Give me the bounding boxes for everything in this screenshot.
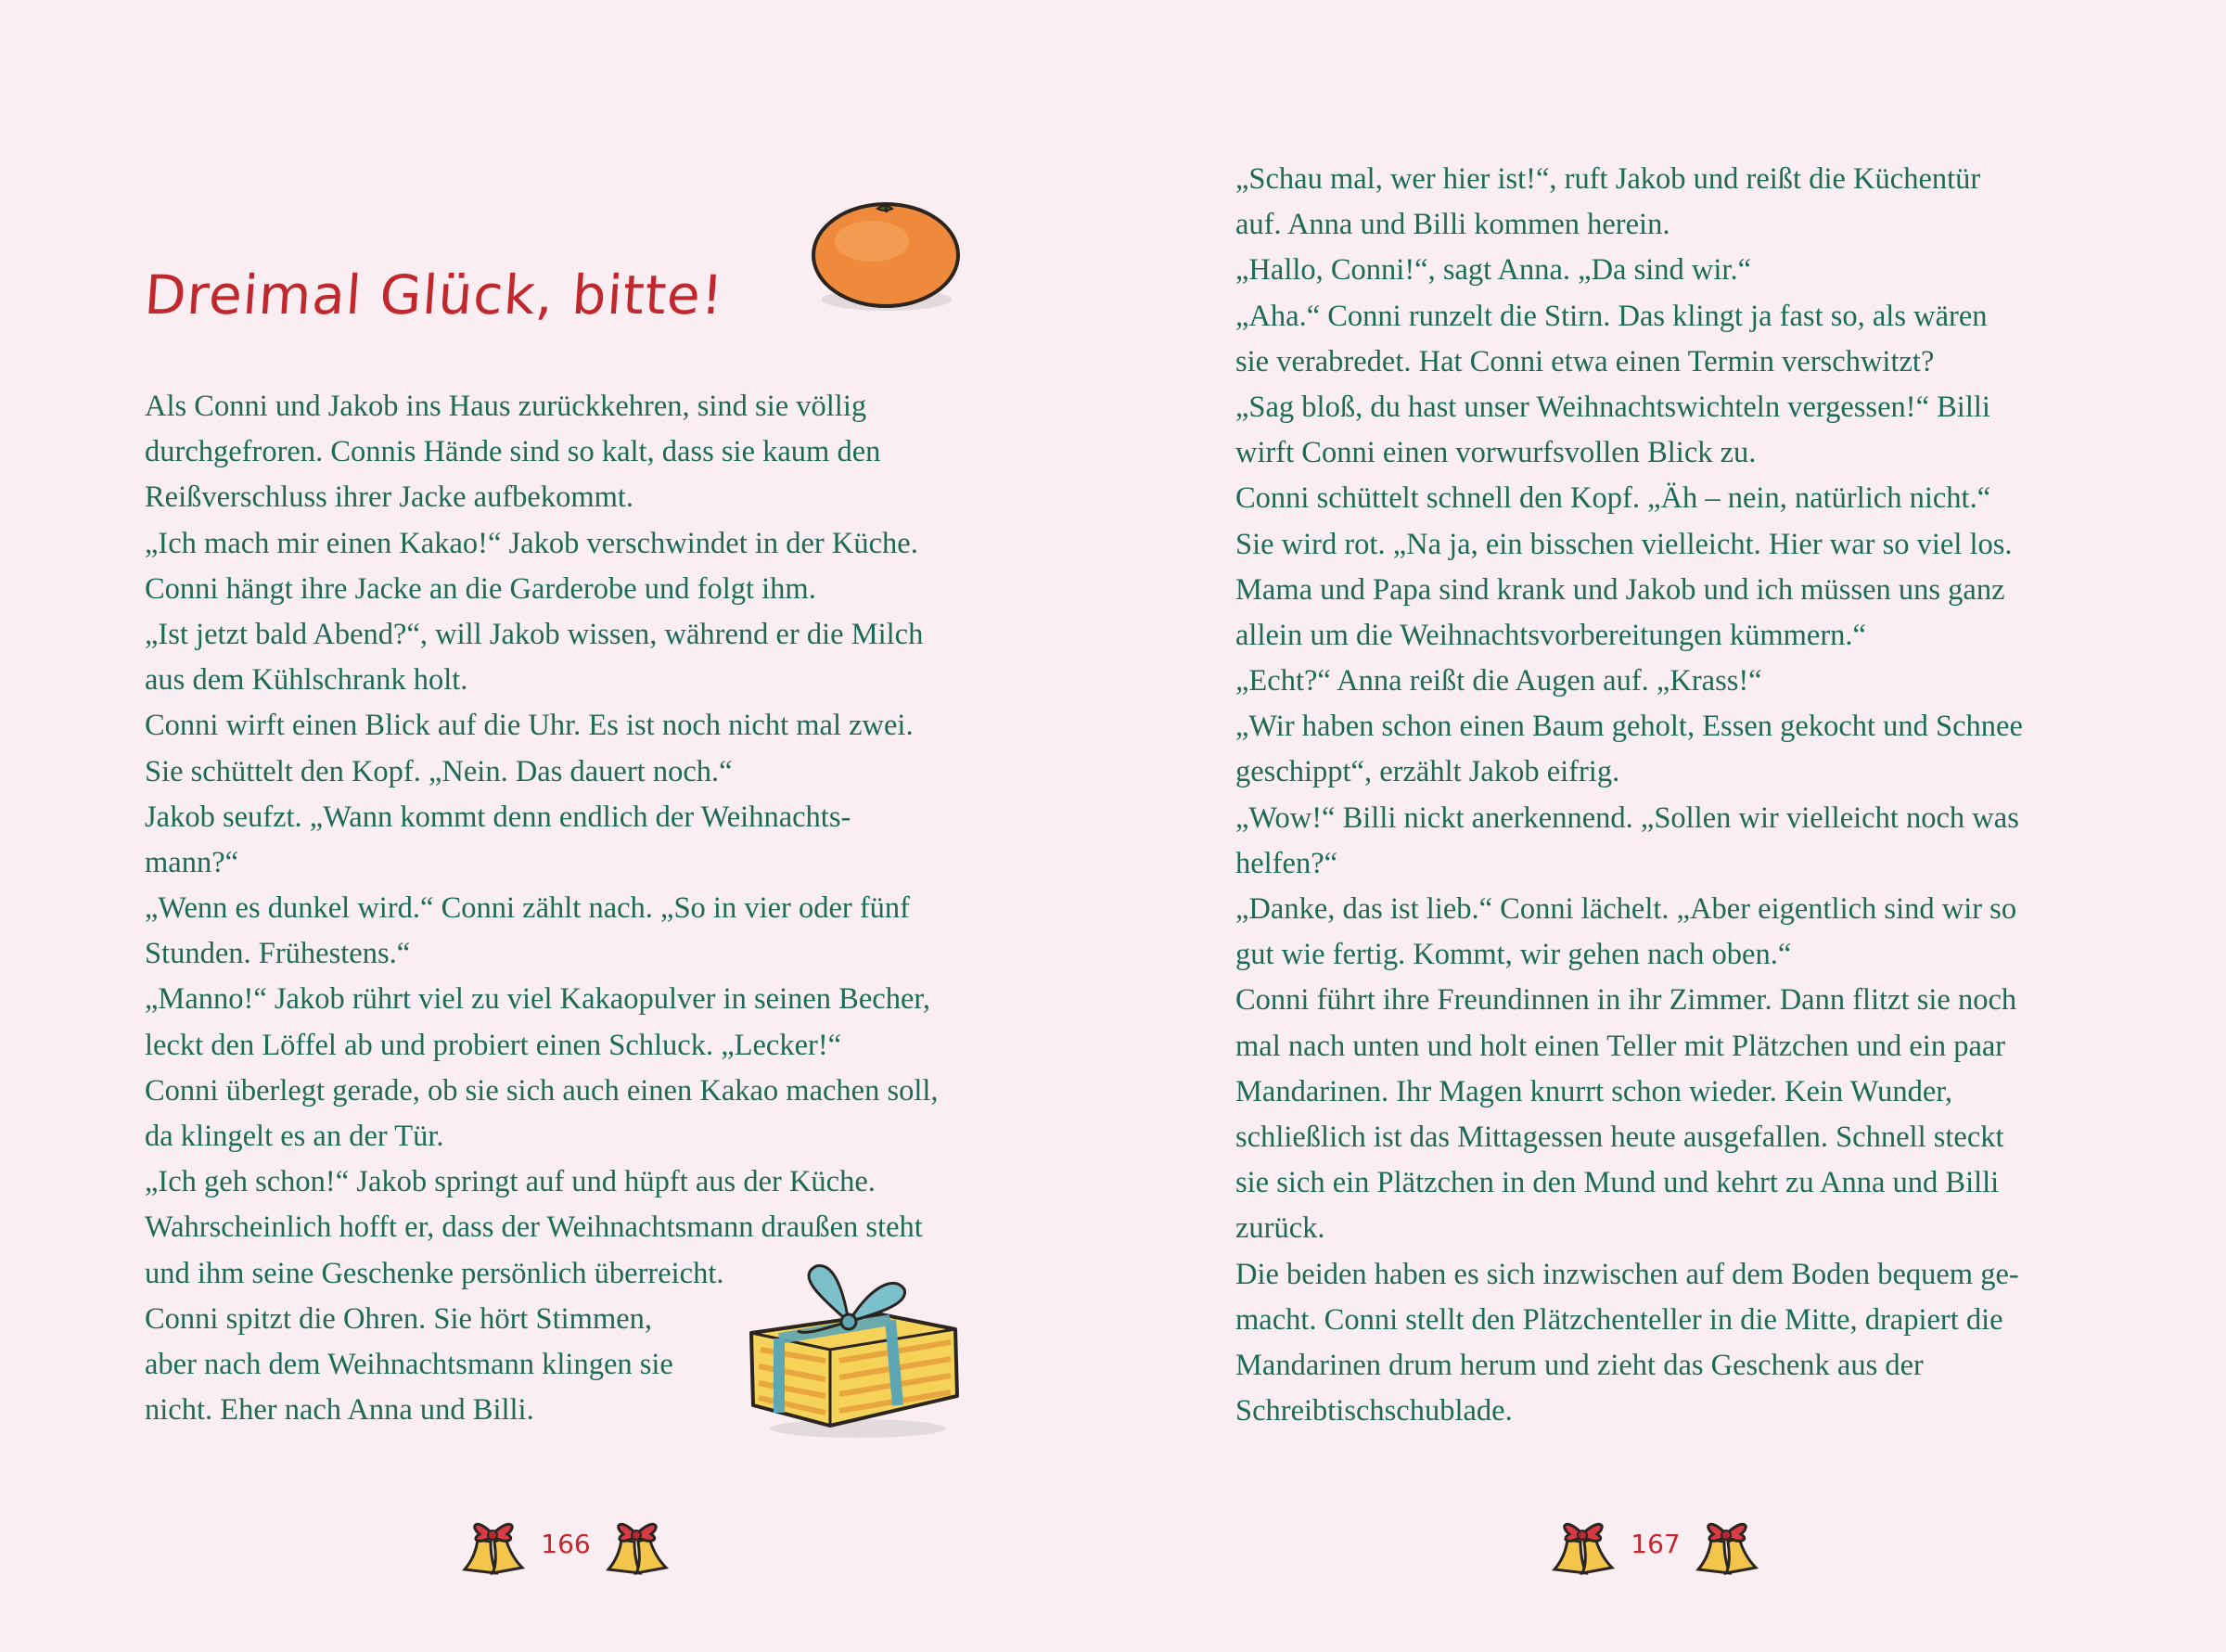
page-number: 167 <box>1631 1529 1681 1559</box>
text-line: auf. Anna und Billi kommen herein. <box>1235 208 1670 242</box>
text-line: Als Conni und Jakob ins Haus zurückkehren, sind sie völlig <box>145 390 867 423</box>
text-line: Mama und Papa sind krank und Jakob und ich müssen uns ganz <box>1235 572 2005 607</box>
text-line: geschippt“, erzählt Jakob eifrig. <box>1235 755 1620 789</box>
text-line: aus dem Kühlschrank holt. <box>145 663 468 698</box>
text-line: Conni überlegt gerade, ob sie sich auch einen Kakao machen soll, <box>145 1073 939 1108</box>
text-line: Schreibtischschublade. <box>1235 1394 1513 1428</box>
text-line: durchgefroren. Connis Hände sind so kalt, dass sie kaum den <box>145 435 881 469</box>
text-line: Die beiden haben es sich inzwischen auf dem Boden bequem ge- <box>1235 1257 2019 1291</box>
bells-icon <box>1549 1512 1618 1582</box>
right-body-text <box>1235 157 2023 1434</box>
text-line: „Wow!“ Billi nickt anerkennend. „Sollen wir vielleicht noch was <box>1235 800 2019 835</box>
text-line: Wahrscheinlich hofft er, dass der Weihnachtsmann draußen steht <box>145 1210 923 1245</box>
text-line: Conni wirft einen Blick auf die Uhr. Es ist noch nicht mal zwei. <box>145 709 914 743</box>
text-line: wirft Conni einen vorwurfsvollen Blick zu. <box>1235 436 1757 470</box>
text-line: „Manno!“ Jakob rührt viel zu viel Kakaopulver in seinen Becher, <box>145 982 931 1017</box>
text-line: aber nach dem Weihnachtsmann klingen sie <box>145 1347 673 1381</box>
text-line: „Ich mach mir einen Kakao!“ Jakob verschwindet in der Küche. <box>145 526 918 560</box>
text-line: sie sich ein Plätzchen in den Mund und kehrt zu Anna und Billi <box>1235 1166 2000 1200</box>
text-line: mal nach unten und holt einen Teller mit Plätzchen und ein paar <box>1235 1029 2006 1063</box>
page-footer <box>1549 1512 1772 1586</box>
bells-icon <box>603 1512 672 1582</box>
text-line: Mandarinen drum herum und zieht das Geschenk aus der <box>1235 1348 1924 1382</box>
page-footer <box>459 1512 682 1586</box>
text-line: „Danke, das ist lieb.“ Conni lächelt. „Aber eigentlich sind wir so <box>1235 892 2017 926</box>
text-line: leckt den Löffel ab und probiert einen Schluck. „Lecker!“ <box>145 1028 842 1062</box>
text-line: mann?“ <box>145 845 239 879</box>
text-line: zurück. <box>1235 1211 1325 1246</box>
chapter-title: Dreimal Glück, bitte! <box>142 263 726 327</box>
text-line: sie verabredet. Hat Conni etwa einen Termin verschwitzt? <box>1235 344 1935 378</box>
orange-illustration <box>807 190 965 320</box>
bells-icon <box>1693 1512 1761 1582</box>
text-line: allein um die Weihnachtsvorbereitungen kümmern.“ <box>1235 618 1866 652</box>
text-line: Conni führt ihre Freundinnen in ihr Zimmer. Dann flitzt sie noch <box>1235 983 2017 1018</box>
text-line: „Ist jetzt bald Abend?“, will Jakob wissen, während er die Milch <box>145 617 924 651</box>
gift-box-illustration <box>742 1257 965 1442</box>
text-line: „Wir haben schon einen Baum geholt, Essen gekocht und Schnee <box>1235 710 2023 744</box>
text-line: Conni spitzt die Ohren. Sie hört Stimmen, <box>145 1301 653 1336</box>
text-line: Sie wird rot. „Na ja, ein bisschen vielleicht. Hier war so viel los. <box>1235 527 2013 561</box>
text-line: Mandarinen. Ihr Magen knurrt schon wieder. Kein Wunder, <box>1235 1074 1952 1108</box>
text-line: „Ich geh schon!“ Jakob springt auf und hüpft aus der Küche. <box>145 1165 876 1199</box>
page-number: 166 <box>541 1529 591 1559</box>
text-line: gut wie fertig. Kommt, wir gehen nach oben.“ <box>1235 938 1792 972</box>
text-line: „Wenn es dunkel wird.“ Conni zählt nach. „So in vier oder fünf <box>145 891 910 926</box>
text-line: da klingelt es an der Tür. <box>145 1120 444 1153</box>
bells-icon <box>459 1512 528 1582</box>
text-line: Stunden. Frühestens.“ <box>145 937 411 971</box>
text-line: und ihm seine Geschenke persönlich überreicht. <box>145 1256 724 1290</box>
text-line: „Hallo, Conni!“, sagt Anna. „Da sind wir.“ <box>1235 253 1751 288</box>
text-line: „Echt?“ Anna reißt die Augen auf. „Krass!“ <box>1235 664 1762 698</box>
text-line: macht. Conni stellt den Plätzchenteller in die Mitte, drapiert die <box>1235 1302 2003 1337</box>
text-line: helfen?“ <box>1235 846 1338 880</box>
text-line: „Sag bloß, du hast unser Weihnachtswichteln vergessen!“ Billi <box>1235 390 1990 424</box>
text-line: Jakob seufzt. „Wann kommt denn endlich der Weihnachts- <box>145 800 851 834</box>
text-line: nicht. Eher nach Anna und Billi. <box>145 1393 534 1428</box>
text-line: schließlich ist das Mittagessen heute ausgefallen. Schnell steckt <box>1235 1120 2004 1154</box>
text-line: Conni schüttelt schnell den Kopf. „Äh – nein, natürlich nicht.“ <box>1235 481 1991 516</box>
text-line: Conni hängt ihre Jacke an die Garderobe und folgt ihm. <box>145 571 816 606</box>
text-line: „Schau mal, wer hier ist!“, ruft Jakob und reißt die Küchentür <box>1235 162 1981 196</box>
text-line: Sie schüttelt den Kopf. „Nein. Das dauert noch.“ <box>145 754 733 788</box>
text-line: Reißverschluss ihrer Jacke aufbekommt. <box>145 480 634 515</box>
text-line: „Aha.“ Conni runzelt die Stirn. Das klingt ja fast so, als wären <box>1235 299 1988 333</box>
